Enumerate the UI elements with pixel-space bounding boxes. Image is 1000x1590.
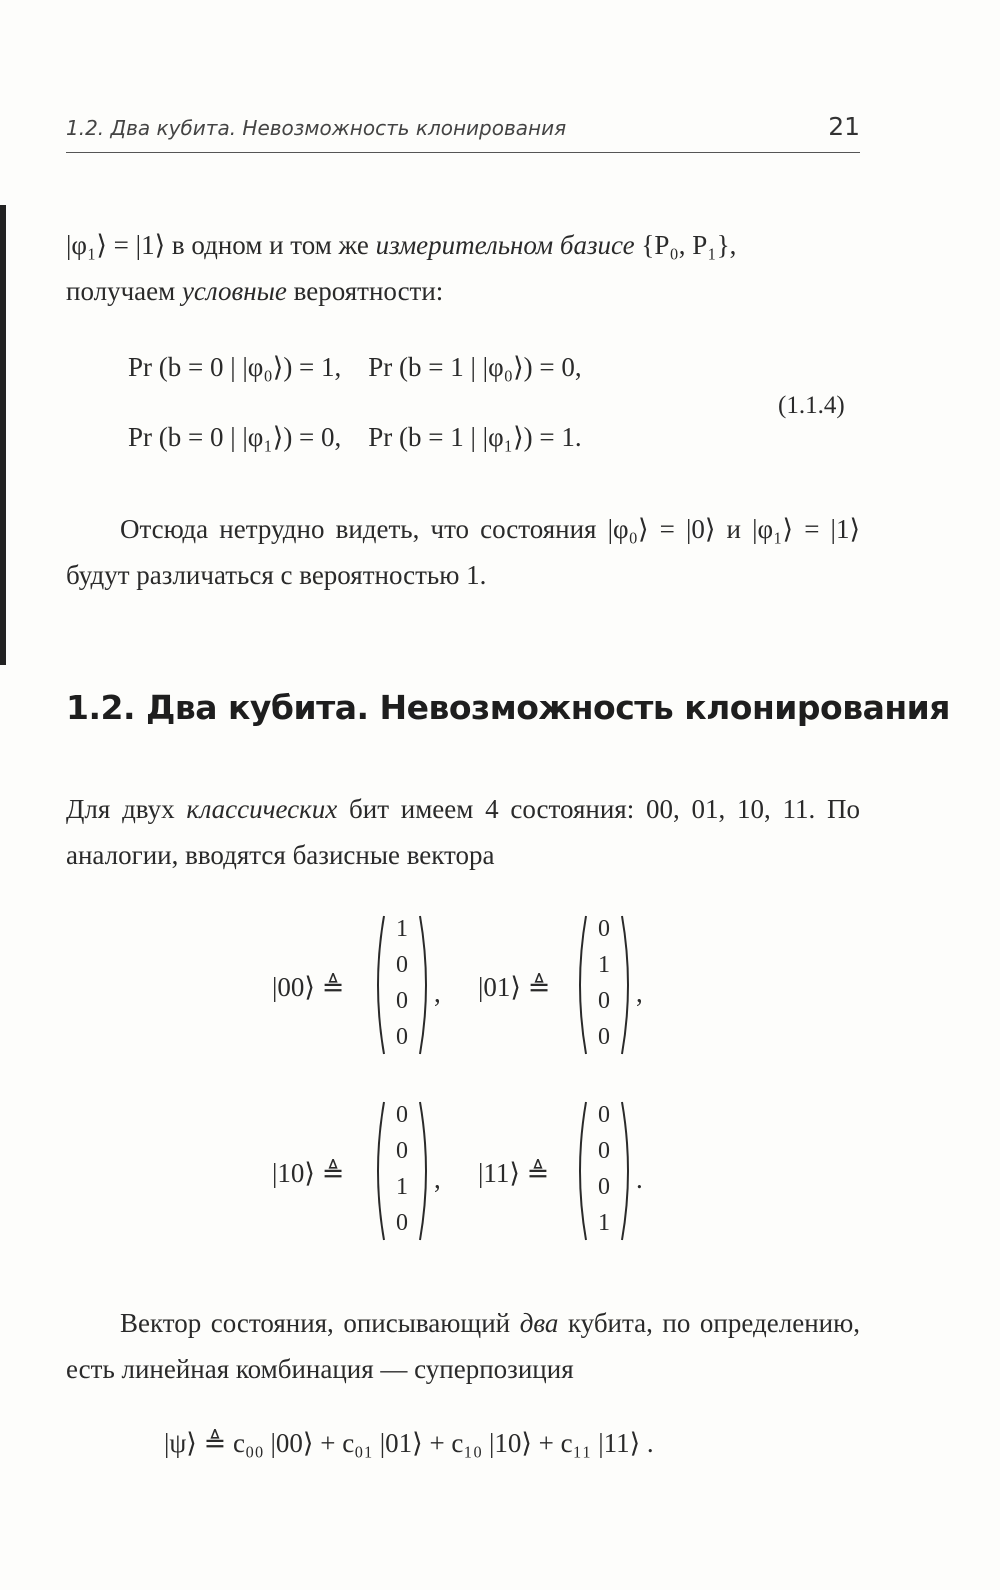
running-head <box>66 112 860 153</box>
vector-entry: 1 <box>396 1174 408 1200</box>
running-head-title: 1.2. Два кубита. Невозможность клонирования <box>66 116 567 140</box>
intro-line2: получаем <box>66 276 182 306</box>
state-italic: два <box>519 1308 559 1338</box>
vector-punct: . <box>636 1164 643 1194</box>
section-intro-text: Для двух <box>66 794 187 824</box>
section-intro-italic: классических <box>186 794 338 824</box>
vector-entry: 0 <box>396 988 408 1014</box>
vector-punct: , <box>434 978 441 1008</box>
vector-00-matrix <box>372 912 432 1058</box>
page-number: 21 <box>828 112 860 141</box>
vector-entry: 1 <box>396 916 408 942</box>
vector-punct: , <box>434 1164 441 1194</box>
vector-entry: 0 <box>396 1138 408 1164</box>
vector-entry: 0 <box>598 1024 610 1050</box>
vector-11-matrix <box>574 1098 634 1244</box>
vector-entry: 1 <box>598 1210 610 1236</box>
intro-line2-rest: вероятности: <box>286 276 444 306</box>
vector-entry: 0 <box>396 952 408 978</box>
vector-punct: , <box>636 978 643 1008</box>
equation-number: (1.1.4) <box>778 392 845 419</box>
vector-entry: 0 <box>396 1102 408 1128</box>
state-text: Вектор состояния, описывающий <box>120 1308 520 1338</box>
conclusion-paragraph: Отсюда нетрудно видеть, что состояния |φ₀⟩ = |0⟩ и |φ₁⟩ = |1⟩ будут различаться с вероятностью 1. <box>66 514 860 590</box>
equation-row-2: Pr (b = 0 | |φ₁⟩) = 0, Pr (b = 1 | |φ₁⟩) = 1. <box>128 422 582 452</box>
vector-entry: 0 <box>598 988 610 1014</box>
vector-entry: 1 <box>598 952 610 978</box>
intro-italic: измерительном базисе <box>375 230 635 260</box>
vector-01-matrix <box>574 912 634 1058</box>
ket-01-label: |01⟩ ≜ <box>478 972 551 1002</box>
scan-edge-mark <box>0 205 6 665</box>
section-heading: 1.2. Два кубита. Невозможность клонирования <box>66 688 950 727</box>
vector-entry: 0 <box>396 1024 408 1050</box>
equation-row-1: Pr (b = 0 | |φ₀⟩) = 1, Pr (b = 1 | |φ₀⟩) = 0, <box>128 352 582 382</box>
vector-entry: 0 <box>598 1174 610 1200</box>
state-text-rest: кубита, по определению, есть линейная комбинация — суперпозиция <box>66 1308 861 1384</box>
intro-paragraph <box>66 222 860 314</box>
section-intro-paragraph <box>66 786 860 878</box>
vector-entry: 0 <box>598 1138 610 1164</box>
vector-entry: 0 <box>598 916 610 942</box>
intro-math: |φ₁⟩ = |1⟩ <box>66 230 166 260</box>
vector-entry: 0 <box>396 1210 408 1236</box>
section-intro-rest: бит имеем 4 состояния: 00, 01, 10, 11. По аналогии, вводятся базисные вектора <box>66 794 860 870</box>
intro-math-basis: {P₀, P₁}, <box>634 230 737 260</box>
state-paragraph <box>66 1300 860 1392</box>
ket-10-label: |10⟩ ≜ <box>272 1158 345 1188</box>
intro-text: в одном и том же <box>165 230 376 260</box>
intro-line2-italic: условные <box>181 276 287 306</box>
vector-10-matrix <box>372 1098 432 1244</box>
superposition-equation: |ψ⟩ ≜ c₀₀ |00⟩ + c₀₁ |01⟩ + c₁₀ |10⟩ + c₁₁ |11⟩ . <box>164 1428 654 1458</box>
ket-00-label: |00⟩ ≜ <box>272 972 345 1002</box>
ket-11-label: |11⟩ ≜ <box>478 1158 550 1188</box>
vector-entry: 0 <box>598 1102 610 1128</box>
